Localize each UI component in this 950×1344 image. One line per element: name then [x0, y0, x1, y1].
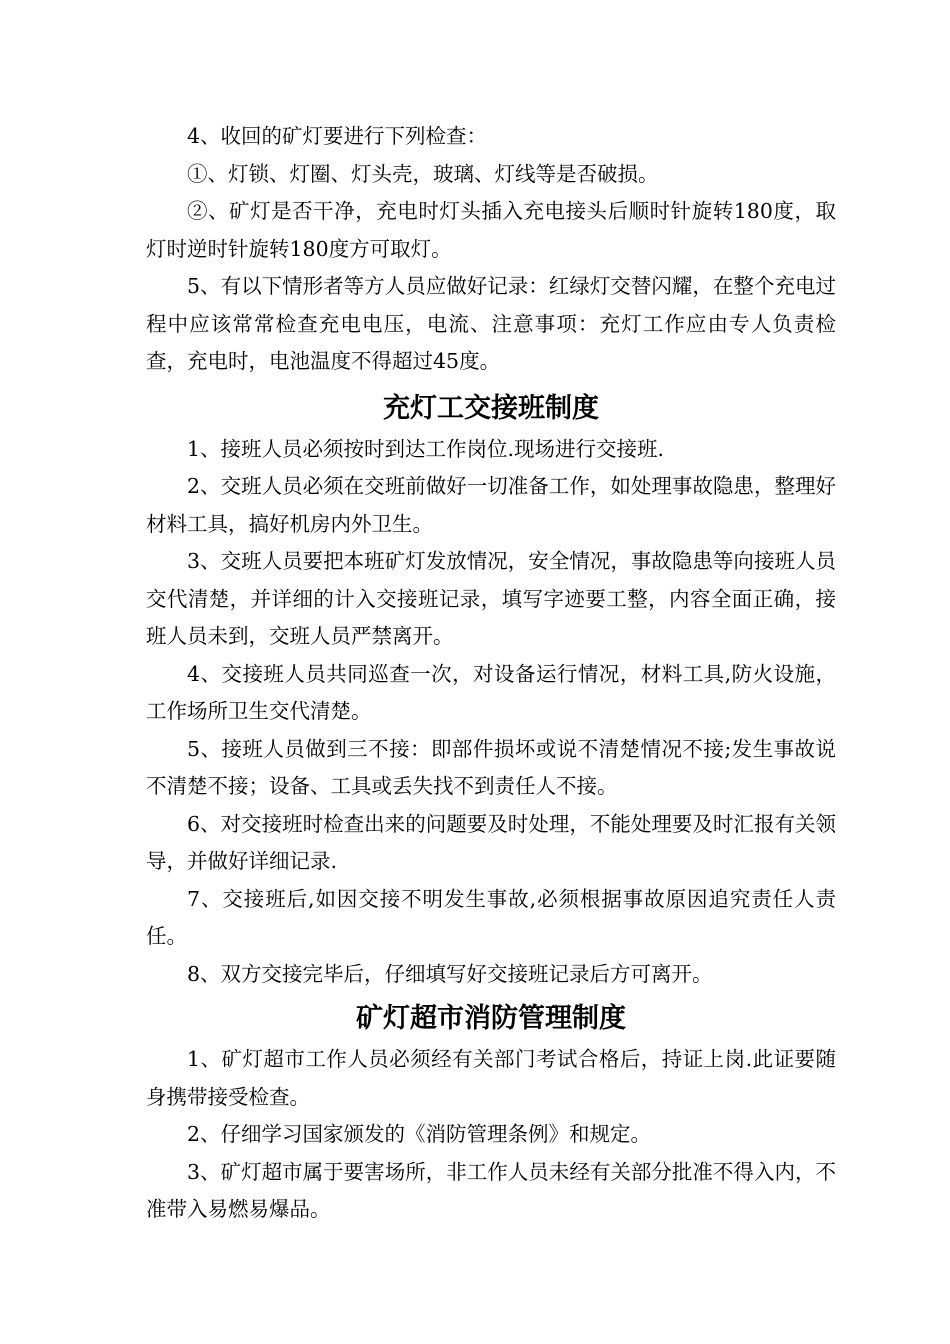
paragraph: 1、矿灯超市工作人员必须经有关部门考试合格后，持证上岗.此证要随身携带接受检查。 [146, 1047, 836, 1109]
section-fire-management [146, 999, 836, 1229]
paragraph: 1、接班人员必须按时到达工作岗位.现场进行交接班. [187, 436, 665, 461]
paragraph: 8、双方交接完毕后，仔细填写好交接班记录后方可离开。 [187, 961, 713, 986]
paragraph: 5、接班人员做到三不接：即部件损坏或说不清楚情况不接;发生事故说不清楚不接；设备、工具或丢失找不到责任人不接。 [146, 736, 836, 798]
paragraph: 2、交班人员必须在交班前做好一切准备工作，如处理事故隐患，整理好材料工具，搞好机房内外卫生。 [146, 474, 836, 536]
section-heading: 充灯工交接班制度 [383, 392, 599, 424]
paragraph: 4、交接班人员共同巡查一次，对设备运行情况，材料工具,防火设施，工作场所卫生交代清楚。 [146, 661, 836, 723]
paragraph: 6、对交接班时检查出来的问题要及时处理，不能处理要及时汇报有关领导，并做好详细记录. [146, 811, 836, 873]
paragraph: 3、交班人员要把本班矿灯发放情况，安全情况，事故隐患等向接班人员交代清楚，并详细的计入交接班记录，填写字迹要工整，内容全面正确，接班人员未到，交班人员严禁离开。 [146, 549, 836, 648]
paragraph: ②、矿灯是否干净，充电时灯头插入充电接头后顺时针旋转180度，取灯时逆时针旋转180度方可取灯。 [146, 199, 836, 261]
paragraph: 5、有以下情形者等方人员应做好记录：红绿灯交替闪耀，在整个充电过程中应该常常检查充电电压，电流、注意事项：充灯工作应由专人负责检查，充电时，电池温度不得超过45度。 [146, 274, 836, 373]
document-page [146, 118, 836, 1229]
paragraph: 4、收回的矿灯要进行下列检查： [187, 124, 488, 148]
paragraph: 2、仔细学习国家颁发的《消防管理条例》和规定。 [187, 1122, 652, 1146]
paragraph: 7、交接班后,如因交接不明发生事故,必须根据事故原因追究责任人责任。 [146, 886, 836, 948]
section-shift-handover [146, 389, 836, 994]
section-heading: 矿灯超市消防管理制度 [356, 1003, 626, 1034]
paragraph: ①、灯锁、灯圈、灯头壳，玻璃、灯线等是否破损。 [187, 161, 659, 186]
paragraph: 3、矿灯超市属于要害场所，非工作人员未经有关部分批准不得入内，不准带入易燃易爆品。 [146, 1159, 836, 1221]
section-lamp-check [146, 118, 836, 381]
